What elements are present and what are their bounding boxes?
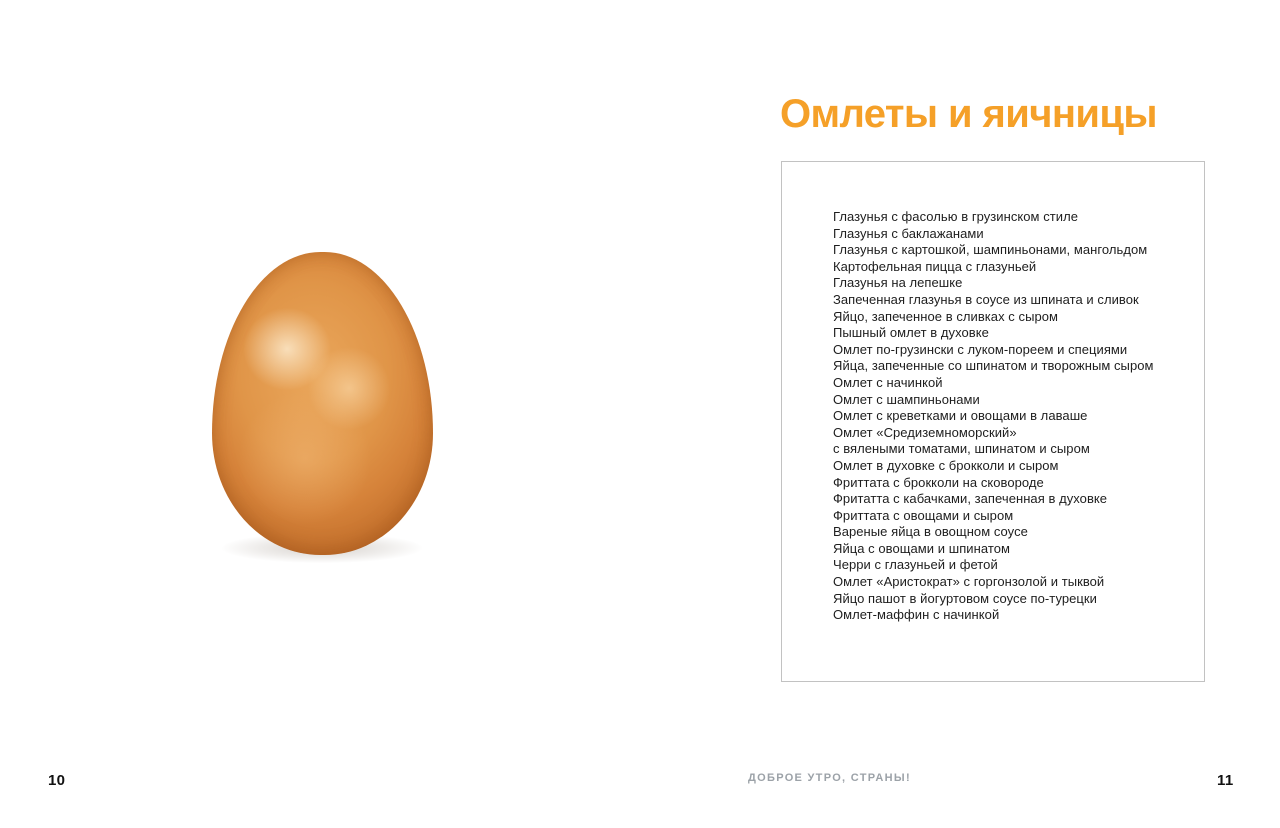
page-number-right: 11 (1217, 772, 1234, 789)
recipe-list-item: Фриттата с брокколи на сковороде (833, 474, 1044, 490)
recipe-list-item: Яйца, запеченные со шпинатом и творожным сыром (833, 358, 1154, 374)
recipe-list-item: Запеченная глазунья в соусе из шпината и сливок (833, 291, 1139, 307)
recipe-list-item: Фритатта с кабачками, запеченная в духовке (833, 491, 1108, 507)
recipe-list-item: Омлет-маффин с начинкой (833, 607, 1000, 623)
recipe-box (781, 161, 1205, 682)
page-number-left: 10 (48, 772, 66, 789)
recipe-list-item: Глазунья с картошкой, шампиньонами, мангольдом (833, 242, 1148, 258)
recipe-list-item: Омлет по-грузински с луком-пореем и специями (833, 341, 1128, 357)
egg-photo (212, 252, 433, 555)
recipe-list-item: Глазунья с баклажанами (833, 225, 984, 241)
recipe-list-item: Фриттата с овощами и сыром (833, 507, 1014, 523)
recipe-list-item: Яйцо пашот в йогуртовом соусе по-турецки (833, 590, 1097, 606)
recipe-list-item: Омлет с начинкой (833, 374, 943, 390)
recipe-list-item: Глазунья с фасолью в грузинском стиле (833, 209, 1078, 224)
recipe-list-item: Омлет с шампиньонами (833, 391, 980, 407)
chapter-title: Омлеты и яичницы (780, 92, 1157, 136)
recipe-list-item: Яйцо, запеченное в сливках с сыром (833, 308, 1059, 324)
recipe-list-item: Вареные яйца в овощном соусе (833, 524, 1028, 540)
recipe-list-item: Черри с глазуньей и фетой (833, 557, 998, 573)
recipe-list-item: Омлет «Аристократ» с горгонзолой и тыквой (833, 574, 1105, 590)
recipe-list-item: Яйца с овощами и шпинатом (833, 540, 1010, 556)
recipe-list-item: Омлет в духовке с брокколи и сыром (833, 457, 1059, 473)
recipe-list-item: Глазунья на лепешке (833, 275, 963, 291)
recipe-list-item: Пышный омлет в духовке (833, 325, 989, 341)
recipe-list-item: Омлет с креветками и овощами в лаваше (833, 408, 1088, 424)
recipe-list-item: Омлет «Средиземноморский» (833, 424, 1017, 440)
recipe-list-item: с вялеными томатами, шпинатом и сыром (833, 441, 1090, 457)
running-footer: ДОБРОЕ УТРО, СТРАНЫ! (748, 772, 911, 784)
recipe-list (833, 209, 1194, 624)
recipe-list-item: Картофельная пицца с глазуньей (833, 258, 1037, 274)
egg-image (212, 252, 433, 555)
